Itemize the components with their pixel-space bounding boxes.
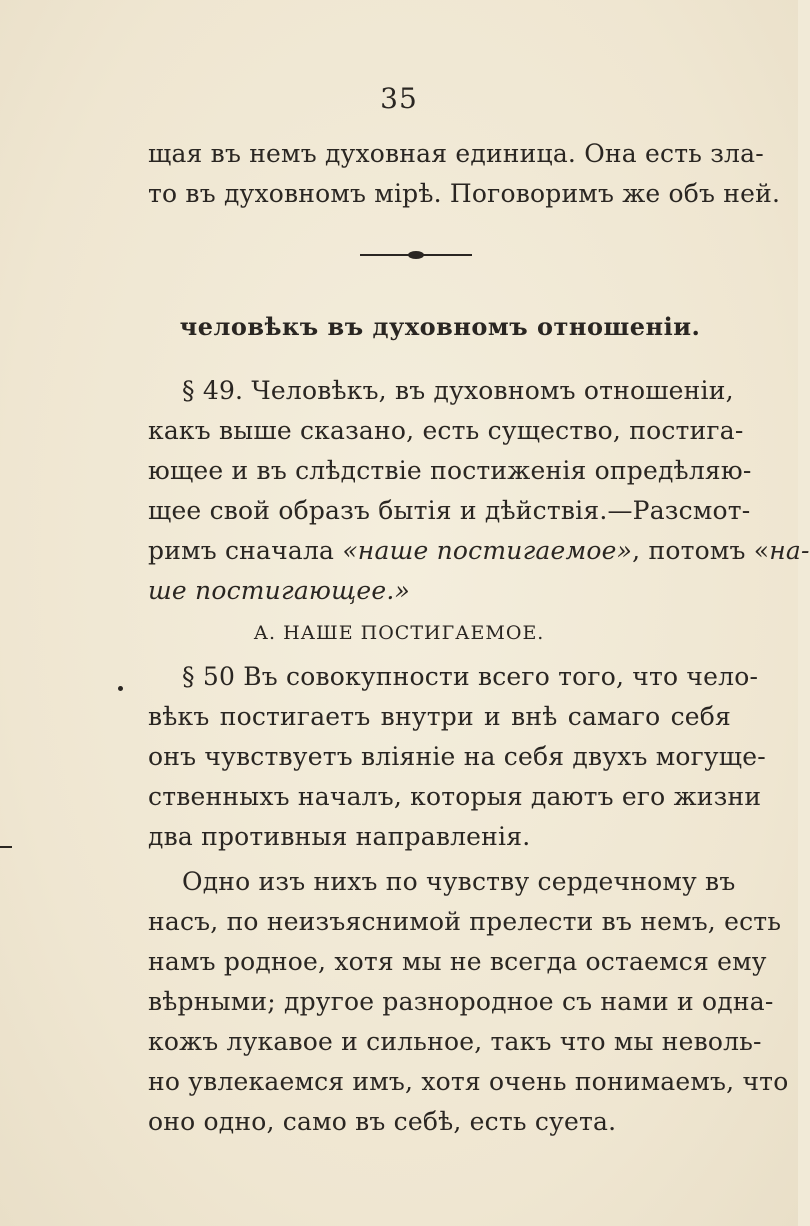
paragraph-49-line: какъ выше сказано, есть существо, постига-	[148, 416, 744, 445]
paragraph-line: намъ родное, хотя мы не всегда остаемся ему	[148, 947, 767, 976]
text-line: то въ духовномъ мірѣ. Поговоримъ же объ ней.	[148, 179, 781, 208]
paragraph-line: Одно изъ нихъ по чувству сердечному въ	[182, 867, 736, 896]
paragraph-50-line: онъ чувствуетъ вліяніе на себя двухъ могуще-	[148, 742, 766, 771]
paragraph-line: кожъ лукавое и сильное, такъ что мы неволь-	[148, 1027, 762, 1056]
paragraph-49-line: римъ сначала «наше постигаемое», потомъ «на-	[148, 536, 810, 565]
text-line: щая въ немъ духовная единица. Она есть зла-	[148, 139, 764, 168]
paragraph-line: но увлекаемся имъ, хотя очень понимаемъ, что	[148, 1067, 789, 1096]
paragraph-49-line: щее свой образъ бытія и дѣйствія.—Разсмот-	[148, 496, 751, 525]
italic-term: «наше постигаемое»	[342, 536, 633, 565]
paragraph-line: насъ, по неизъяснимой прелести въ немъ, есть	[148, 907, 782, 936]
paragraph-50-line: ственныхъ началъ, которыя даютъ его жизни	[148, 782, 762, 811]
paragraph-50-line: два противныя направленія.	[148, 822, 531, 851]
italic-term: на-	[769, 536, 810, 565]
paragraph-50-line: вѣкъ постигаетъ внутри и внѣ самаго себя	[148, 702, 731, 731]
ink-speck	[118, 686, 123, 691]
paragraph-49-line: ше постигающее.»	[148, 576, 410, 605]
paragraph-line: вѣрными; другое разнородное съ нами и одна-	[148, 987, 774, 1016]
paragraph-50-line: § 50 Въ совокупности всего того, что чело-	[182, 662, 759, 691]
section-heading: человѣкъ въ духовномъ отношеніи.	[179, 312, 701, 341]
page-number: 35	[380, 82, 418, 115]
paragraph-line: оно одно, само въ себѣ, есть суета.	[148, 1107, 617, 1136]
section-divider	[360, 253, 472, 257]
subsection-heading: А. НАШЕ ПОСТИГАЕМОЕ.	[253, 622, 545, 644]
margin-mark	[0, 846, 12, 848]
paragraph-49-line: § 49. Человѣкъ, въ духовномъ отношеніи,	[182, 376, 734, 405]
paragraph-49-line: ющее и въ слѣдствіе постиженія опредѣляю-	[148, 456, 752, 485]
